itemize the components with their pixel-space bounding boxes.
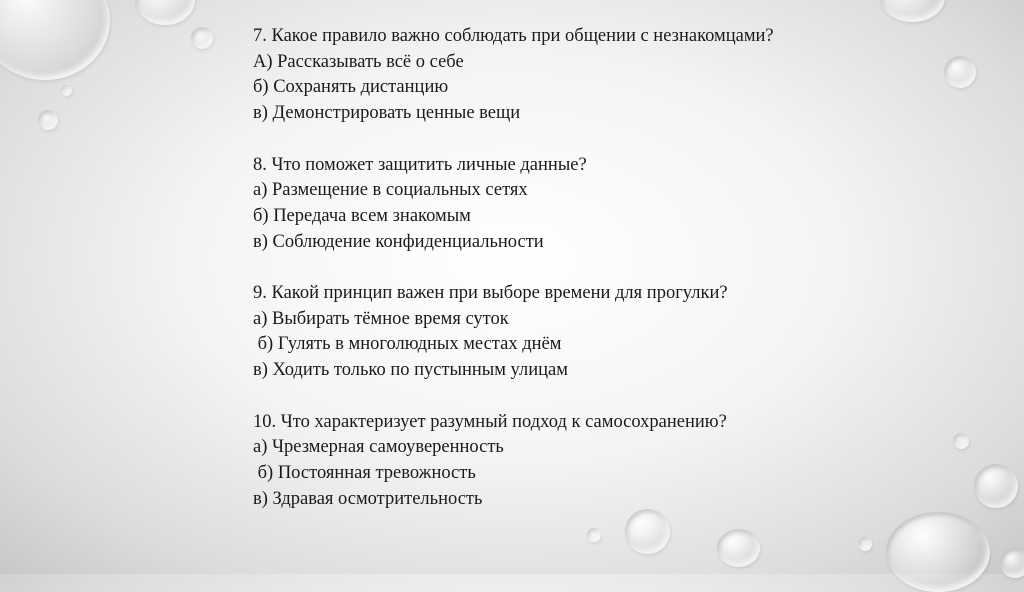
answer-option: в) Демонстрировать ценные вещи bbox=[253, 103, 521, 124]
water-droplet bbox=[944, 56, 976, 88]
question-block-8 bbox=[253, 153, 913, 256]
water-droplet bbox=[191, 27, 213, 49]
answer-option: а) Выбирать тёмное время суток bbox=[253, 308, 509, 329]
answer-option: в) Ходить только по пустынным улицам bbox=[253, 360, 568, 381]
answer-option: А) Рассказывать всё о себе bbox=[253, 51, 464, 72]
question-text: 10. Что характеризует разумный подход к самосохранению? bbox=[253, 411, 727, 432]
answer-option: б) Передача всем знакомым bbox=[253, 205, 471, 226]
question-text: 7. Какое правило важно соблюдать при общении с незнакомцами? bbox=[253, 26, 774, 46]
water-droplet bbox=[880, 0, 945, 22]
answer-option: б) Постоянная тревожность bbox=[253, 462, 476, 483]
answer-option: а) Чрезмерная самоуверенность bbox=[253, 437, 504, 458]
question-text: 8. Что поможет защитить личные данные? bbox=[253, 154, 587, 175]
question-block-7 bbox=[253, 24, 913, 127]
water-droplet bbox=[135, 0, 195, 25]
water-droplet bbox=[974, 464, 1018, 508]
quiz-content bbox=[253, 24, 913, 538]
question-text: 9. Какой принцип важен при выборе времени для прогулки? bbox=[253, 283, 728, 303]
water-droplet bbox=[953, 433, 969, 449]
question-block-10 bbox=[253, 410, 913, 513]
water-droplet bbox=[0, 0, 110, 80]
answer-option: б) Сохранять дистанцию bbox=[253, 77, 449, 98]
answer-option: в) Здравая осмотрительность bbox=[253, 488, 483, 509]
question-block-9 bbox=[253, 281, 913, 384]
water-droplet bbox=[858, 537, 872, 551]
water-droplet bbox=[38, 110, 58, 130]
answer-option: б) Гулять в многолюдных местах днём bbox=[253, 334, 562, 355]
answer-option: в) Соблюдение конфиденциальности bbox=[253, 231, 544, 252]
answer-option: а) Размещение в социальных сетях bbox=[253, 180, 528, 201]
water-droplet bbox=[61, 85, 72, 96]
